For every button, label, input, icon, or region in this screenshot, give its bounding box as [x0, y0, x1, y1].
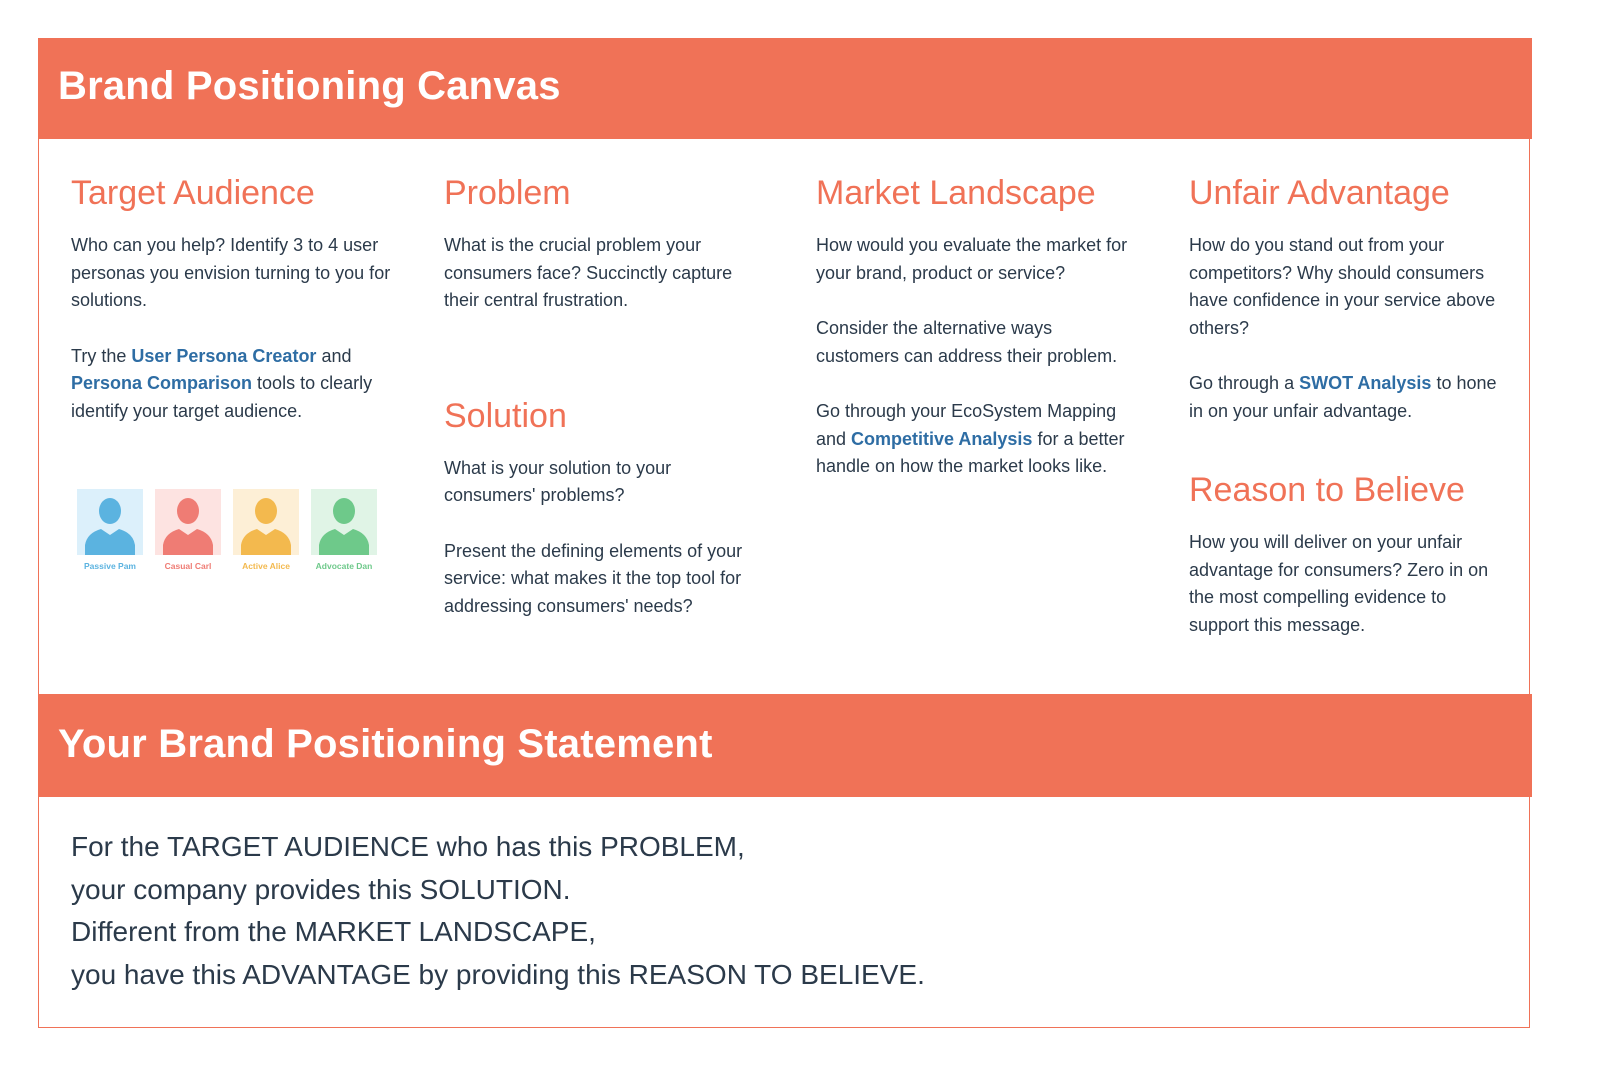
target-audience-tools [71, 343, 391, 426]
problem-title: Problem [444, 174, 571, 212]
unfair-advantage-title: Unfair Advantage [1189, 174, 1450, 212]
advantage-tools-suffix: to hone in on your unfair advantage. [1189, 373, 1497, 421]
canvas-header [38, 38, 1532, 139]
section-spacer [1189, 453, 1509, 469]
persona-name: Casual Carl [164, 561, 212, 571]
persona-casual-carl [155, 489, 221, 575]
advantage-tools-prefix: Go through a [1189, 373, 1300, 393]
solution-text-2: Present the defining elements of your service: what makes it the top tool for addressing consumers' needs? [444, 540, 743, 616]
section-spacer [444, 343, 764, 395]
competitive-analysis-link[interactable]: Competitive Analysis [851, 428, 1033, 449]
avatar [155, 489, 221, 555]
statement-line: you have this ADVANTAGE by providing this REASON TO BELIEVE. [71, 958, 925, 990]
user-persona-creator-link[interactable]: User Persona Creator [131, 345, 317, 366]
person-icon [311, 489, 377, 555]
target-audience-intro: Who can you help? Identify 3 to 4 user personas you envision turning to you for solutions. [71, 235, 391, 310]
market-landscape-text-1: How would you evaluate the market for your brand, product or service? [816, 235, 1128, 283]
market-landscape-section [816, 172, 1136, 509]
solution-text-1: What is your solution to your consumers' problems? [444, 457, 672, 505]
avatar [233, 489, 299, 555]
market-tools-suffix: for a better handle on how the market looks like. [816, 428, 1125, 476]
target-audience-title: Target Audience [71, 174, 315, 212]
person-icon [155, 489, 221, 555]
tools-and-text: and [316, 345, 352, 366]
avatar [77, 489, 143, 555]
problem-solution-section [444, 172, 764, 648]
canvas-title: Brand Positioning Canvas [58, 64, 561, 108]
persona-advocate-dan [311, 489, 377, 575]
persona-name: Passive Pam [84, 561, 136, 571]
person-icon [77, 489, 143, 555]
unfair-advantage-tools [1189, 370, 1509, 425]
advantage-section [1189, 172, 1509, 667]
target-audience-section [71, 172, 391, 453]
swot-analysis-link[interactable]: SWOT Analysis [1299, 373, 1432, 393]
solution-title: Solution [444, 396, 567, 435]
tools-prefix-text: Try the [71, 345, 132, 366]
statement-line: your company provides this SOLUTION. [71, 873, 571, 905]
statement-header [38, 694, 1532, 797]
persona-comparison-link[interactable]: Persona Comparison [71, 373, 253, 393]
person-icon [233, 489, 299, 555]
market-tools-prefix: Go through your EcoSystem Mapping and [816, 401, 1117, 449]
avatar [311, 489, 377, 555]
market-landscape-text-2: Consider the alternative ways customers can address their problem. [816, 318, 1118, 366]
reason-to-believe-title: Reason to Believe [1189, 471, 1465, 509]
market-landscape-tools [816, 398, 1136, 481]
statement-title: Your Brand Positioning Statement [58, 722, 713, 766]
market-landscape-title: Market Landscape [816, 174, 1096, 212]
positioning-statement [71, 826, 925, 996]
persona-avatars [77, 489, 387, 579]
persona-passive-pam [77, 489, 143, 575]
reason-to-believe-text: How you will deliver on your unfair advantage for consumers? Zero in on the most compelling evidence to support this message. [1189, 532, 1489, 635]
persona-active-alice [233, 489, 299, 575]
persona-name: Active Alice [242, 561, 290, 571]
persona-name: Advocate Dan [315, 561, 373, 571]
brand-positioning-canvas [38, 38, 1530, 1028]
statement-line: For the TARGET AUDIENCE who has this PROBLEM, [71, 831, 745, 862]
unfair-advantage-text: How do you stand out from your competitors? Why should consumers have confidence in your service above others? [1189, 235, 1496, 338]
tools-suffix-text: tools to clearly identify your target audience. [71, 373, 373, 421]
problem-text: What is the crucial problem your consumers face? Succinctly capture their central frustration. [444, 235, 733, 310]
statement-line: Different from the MARKET LANDSCAPE, [71, 916, 596, 947]
